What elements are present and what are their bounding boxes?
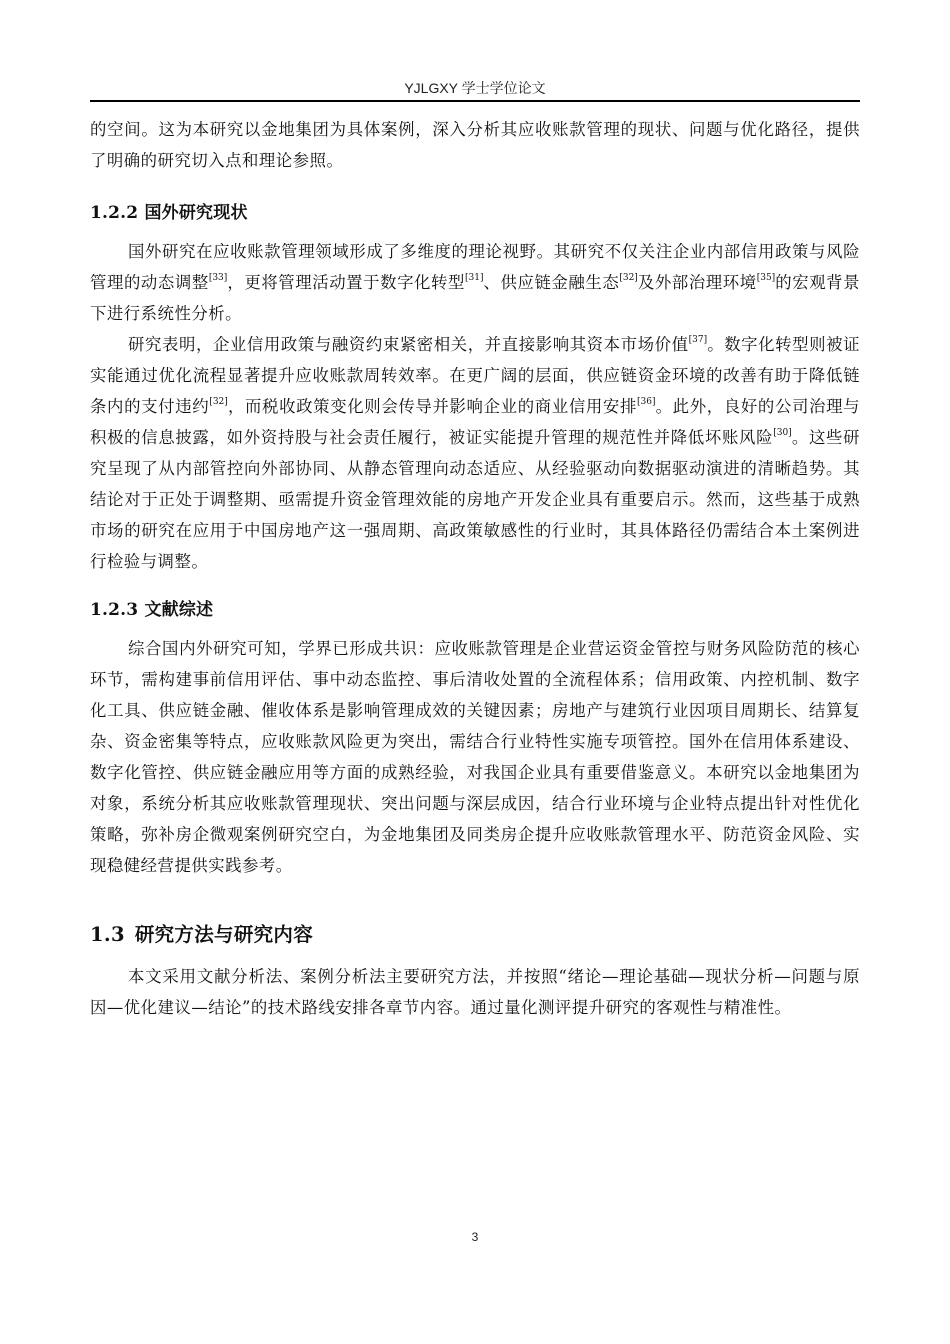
text-segment: 。数字化转型则被证实能通过优化流程显著提升应收账款周转效率。在更广阔的层面，供应链资金环境的改善有助于降低链条内的支付违约 [90, 335, 861, 416]
text-segment: 。这些研究呈现了从内部管控向外部协同、从静态管理向动态适应、从经验驱动向数据驱动演进的清晰趋势。其结论对于正处于调整期、亟需提升资金管理效能的房地产开发企业具有重要启示。然而，这些基于成熟市场的研究在应用于中国房地产这一强周期、高政策敏感性的行业时，其具体路径仍需结合本土案例进行检验与调整。 [90, 428, 861, 571]
paragraph-literature-review: 综合国内外研究可知，学界已形成共识：应收账款管理是企业营运资金管控与财务风险防范的核心环节，需构建事前信用评估、事中动态监控、事后清收处置的全流程体系；信用政策、内控机制、数字化工具、供应链金融、催收体系是影响管理成效的关键因素；房地产与建筑行业因项目周期长、结算复杂、资金密集等特点，应收账款风险更为突出，需结合行业特性实施专项管控。国外在信用体系建设、数字化管控、供应链金融应用等方面的成熟经验，对我国企业具有重要借鉴意义。本研究以金地集团为对象，系统分析其应收账款管理现状、突出问题与深层成因，结合行业环境与企业特点提出针对性优化策略，弥补房企微观案例研究空白，为金地集团及同类房企提升应收账款管理水平、防范资金风险、实现稳健经营提供实践参考。 [90, 639, 860, 875]
citation-31: [31] [464, 273, 484, 283]
page-content [90, 114, 860, 1023]
citation-32: [32] [209, 397, 228, 407]
text-segment: 研究表明，企业信用政策与融资约束紧密相关，并直接影响其资本市场价值 [128, 335, 689, 354]
text-segment: 的宏观背景下进行系统性分析。 [90, 273, 861, 323]
text-segment: 、供应链金融生态 [483, 273, 620, 292]
paragraph-foreign-research-2 [90, 329, 860, 577]
citation-30: [30] [773, 428, 792, 438]
running-header: YJLGXY 学士学位论文 [404, 80, 546, 96]
heading-1-2-2: 1.2.2 国外研究现状 [90, 203, 248, 223]
section-title: 研究方法与研究内容 [134, 923, 314, 946]
header-divider [90, 100, 860, 102]
citation-32: [32] [619, 273, 638, 283]
citation-37: [37] [688, 335, 708, 345]
heading-1-3 [90, 919, 860, 951]
text-segment: 国外研究在应收账款管理领域形成了多维度的理论视野。其研究不仅关注企业内部信用政策与风险管理的动态调整 [90, 242, 860, 292]
citation-33: [33] [208, 273, 228, 283]
text-segment: ，而税收政策变化则会传导并影响企业的商业信用安排 [227, 397, 637, 416]
citation-36: [36] [637, 397, 656, 407]
paragraph-foreign-research-1 [90, 236, 860, 329]
text-segment: ，更将管理活动置于数字化转型 [227, 273, 465, 292]
citation-35: [35] [756, 273, 776, 283]
text-segment: 。此外，良好的公司治理与积极的信息披露，如外资持股与社会责任履行，被证实能提升管理的规范性并降低坏账风险 [90, 397, 861, 447]
text-segment: 及外部治理环境 [637, 273, 757, 292]
heading-1-2-3: 1.2.3 文献综述 [90, 600, 214, 620]
section-number: 1.3 [90, 923, 125, 946]
paragraph-research-methods: 本文采用文献分析法、案例分析法主要研究方法，并按照“绪论—理论基础—现状分析—问题与原因—优化建议—结论”的技术路线安排各章节内容。通过量化测评提升研究的客观性与精准性。 [90, 967, 860, 1017]
page-number: 3 [471, 1230, 479, 1244]
continuation-paragraph: 的空间。这为本研究以金地集团为具体案例，深入分析其应收账款管理的现状、问题与优化路径，提供了明确的研究切入点和理论参照。 [90, 120, 860, 170]
